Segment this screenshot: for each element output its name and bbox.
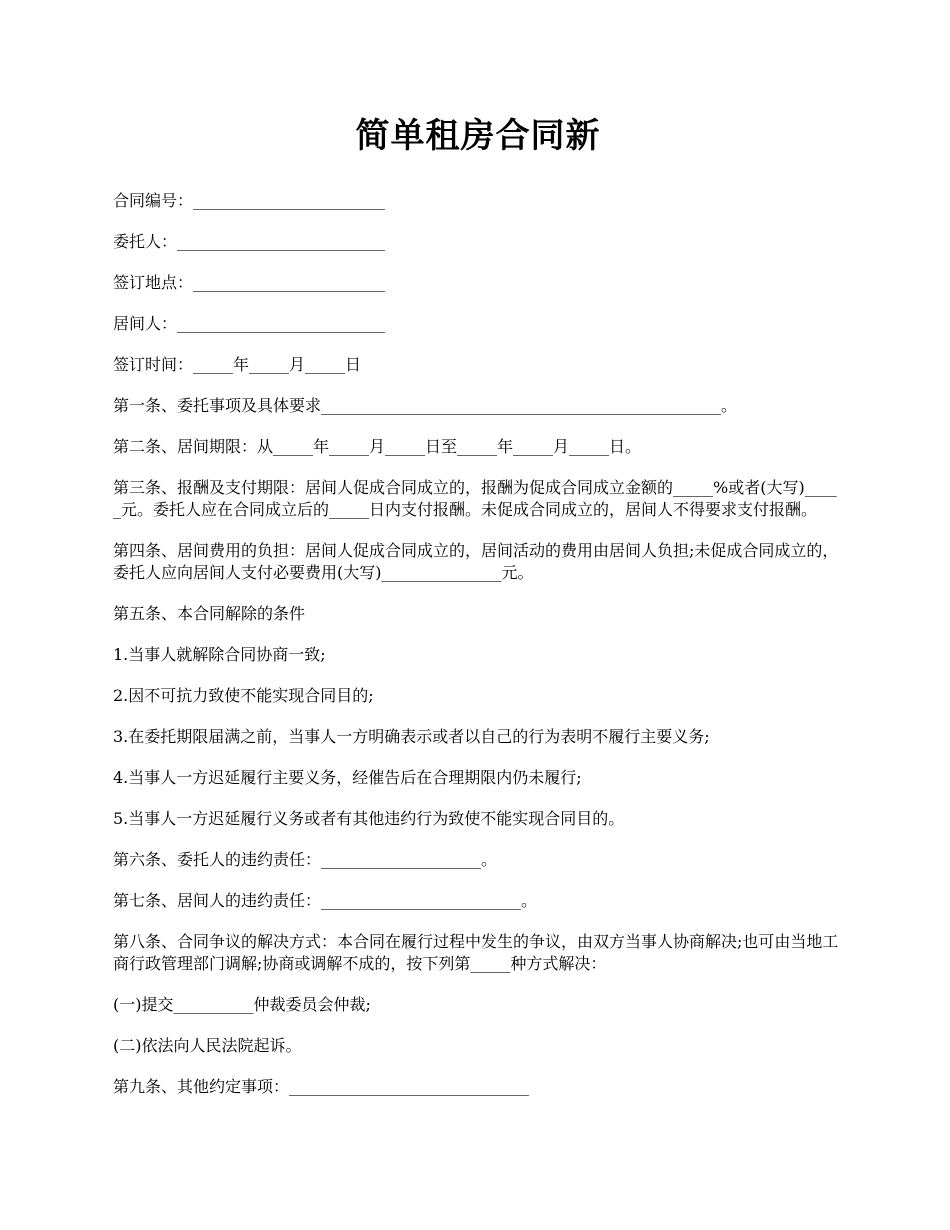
article-5: 第五条、本合同解除的条件 (113, 604, 306, 623)
article-4: 第四条、居间费用的负担：居间人促成合同成立的，居间活动的费用由居间人负担;未促成合同成立的，委托人应向居间人支付必要费用(大写)_______________元。 (113, 541, 839, 582)
article-5-item-4: 4.当事人一方迟延履行主要义务，经催告后在合理期限内仍未履行; (113, 768, 582, 787)
article-7: 第七条、居间人的违约责任：_________________________。 (113, 891, 538, 910)
client-line: 委托人：__________________________ (113, 232, 386, 251)
article-5-item-5: 5.当事人一方迟延履行义务或者有其他违约行为致使不能实现合同目的。 (113, 809, 625, 828)
document-page (113, 112, 843, 1117)
article-8-option-2: (二)依法向人民法院起诉。 (113, 1036, 302, 1055)
signing-date-line: 签订时间：_____年_____月_____日 (113, 355, 362, 374)
article-2: 第二条、居间期限：从_____年_____月_____日至_____年_____月_____日。 (113, 437, 642, 456)
article-1: 第一条、委托事项及具体要求__________________________________________________。 (113, 396, 738, 415)
document-title: 简单租房合同新 (355, 116, 601, 156)
article-5-item-2: 2.因不可抗力致使不能实现合同目的; (113, 686, 374, 705)
article-8: 第八条、合同争议的解决方式：本合同在履行过程中发生的争议，由双方当事人协商解决;也可由当地工商行政管理部门调解;协商或调解不成的，按下列第_____种方式解决： (113, 932, 839, 973)
intermediary-line: 居间人：__________________________ (113, 314, 386, 333)
article-6: 第六条、委托人的违约责任：____________________。 (113, 850, 498, 869)
article-9: 第九条、其他约定事项：______________________________ (113, 1077, 530, 1096)
contract-number-line: 合同编号：________________________ (113, 191, 386, 210)
signing-place-line: 签订地点：________________________ (113, 273, 386, 292)
article-8-option-1: (一)提交__________仲裁委员会仲裁; (113, 995, 371, 1014)
article-3: 第三条、报酬及支付期限：居间人促成合同成立的，报酬为促成合同成立金额的_____%或者(大写)_____元。委托人应在合同成立后的_____日内支付报酬。未促成合同成立的，居间人不得要求支付报酬。 (113, 478, 837, 519)
article-5-item-3: 3.在委托期限届满之前，当事人一方明确表示或者以自己的行为表明不履行主要义务; (113, 727, 710, 746)
article-5-item-1: 1.当事人就解除合同协商一致; (113, 645, 326, 664)
